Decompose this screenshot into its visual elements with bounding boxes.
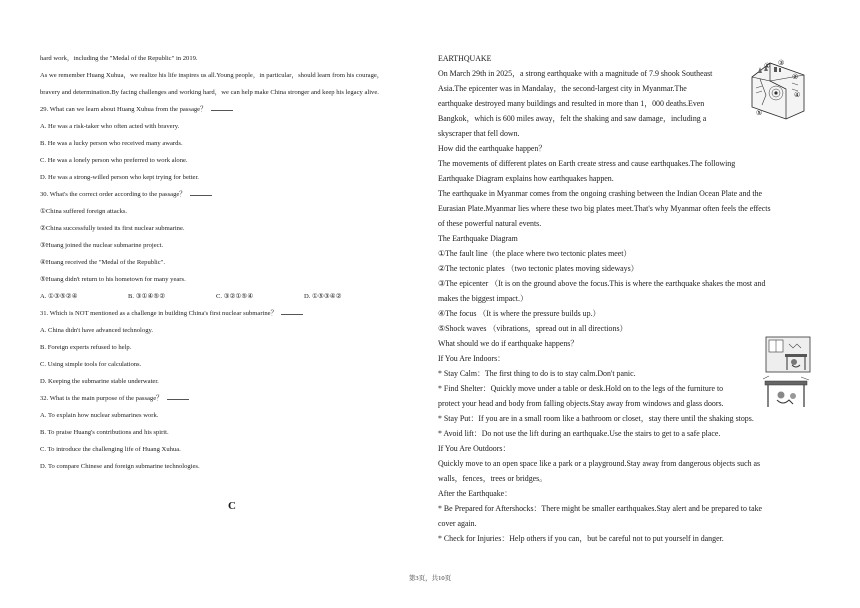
passage-line: makes the biggest impact.） (438, 294, 528, 303)
q29-option-c: C. He was a lonely person who preferred to work alone. (40, 157, 188, 164)
q30-options (40, 288, 405, 305)
question-30-stem: 30. What's the correct order according to the passage？ (40, 186, 405, 203)
tip-line: * Check for Injuries：Help others if you can，but be careful not to put yourself in danger. (438, 534, 724, 543)
q29-option-b: B. He was a lucky person who received many awards. (40, 140, 183, 147)
diagram-label: ② (792, 73, 799, 81)
diagram-label: ① (764, 62, 771, 70)
answer-blank (190, 188, 212, 196)
answer-blank (211, 103, 233, 111)
passage-line: The movements of different plates on Earth create stress and cause earthquakes.The following (438, 159, 736, 168)
desk-shelter-illustration (761, 375, 811, 409)
q30-option-c: C. ③②①⑤④ (216, 293, 254, 300)
passage-line: Bangkok，which is 600 miles away，felt the shaking and saw damage，including a (438, 114, 707, 123)
diagram-item-1: ①The fault line（the place where two tectonic plates meet） (438, 249, 632, 258)
passage-line: Earthquake Diagram explains how earthquakes happen. (438, 174, 614, 183)
tip-line: * Stay Put：If you are in a small room like a bathroom or closet，stay there until the shaking stops. (438, 414, 754, 423)
q29-option-d: D. He was a strong-willed person who kept trying for better. (40, 174, 199, 181)
left-column (40, 50, 405, 475)
q31-option-b: B. Foreign experts refused to help. (40, 344, 132, 351)
q30-event-5: ⑤Huang didn't return to his hometown for many years. (40, 276, 186, 283)
tip-line: * Find Shelter：Quickly move under a table or desk.Hold on to the legs of the furniture to (438, 384, 724, 393)
passage-line: As we remember Huang Xuhua，we realize his life inspires us all.Young people，in particular，should learn from his courage， (40, 72, 384, 79)
q30-event-4: ④Huang received the "Medal of the Republic". (40, 259, 165, 266)
tip-line: * Avoid lift：Do not use the lift during an earthquake.Use the stairs to get to a safe place. (438, 429, 721, 438)
q31-option-a: A. China didn't have advanced technology. (40, 327, 154, 334)
q30-option-a: A. ①③⑤②④ (40, 293, 78, 300)
q32-option-d: D. To compare Chinese and foreign submarine technologies. (40, 463, 200, 470)
answer-blank (281, 307, 303, 315)
passage-line: The earthquake in Myanmar comes from the ongoing crashing between the Indian Ocean Plate and the (438, 189, 763, 198)
subheading: How did the earthquake happen？ (438, 144, 547, 153)
passage-line: skyscraper that fell down. (438, 129, 520, 138)
tip-line: walls，fences，trees or bridges。 (438, 474, 548, 483)
diagram-label: ④ (794, 91, 801, 99)
question-32-stem: 32. What is the main purpose of the passage？ (40, 390, 405, 407)
subheading: If You Are Outdoors： (438, 444, 511, 453)
tip-line: * Be Prepared for Aftershocks：There might be smaller earthquakes.Stay alert and be prepared to take (438, 504, 763, 513)
diagram-label: ③ (778, 59, 785, 67)
answer-blank (167, 392, 189, 400)
passage-line: Asia.The epicenter was in Mandalay，the second-largest city in Myanmar.The (438, 84, 687, 93)
tip-line: protect your head and body from falling objects.Stay away from windows and glass doors. (438, 399, 724, 408)
passage-line: On March 29th in 2025，a strong earthquake with a magnitude of 7.9 shook Southeast (438, 69, 713, 78)
q29-option-a: A. He was a risk-taker who often acted with bravery. (40, 123, 180, 130)
q30-event-2: ②China successfully tested its first nuclear submarine. (40, 225, 185, 232)
diagram-item-4: ④The focus （It is where the pressure builds up.） (438, 309, 601, 318)
passage-line: of these powerful natural events. (438, 219, 542, 228)
diagram-item-3: ③The epicenter （It is on the ground above the focus.This is where the earthquake shakes the most and (438, 279, 766, 288)
section-heading: C (228, 500, 236, 512)
passage-line: hard work，including the "Medal of the Republic" in 2019. (40, 55, 198, 62)
q30-event-3: ③Huang joined the nuclear submarine project. (40, 242, 164, 249)
subheading: After the Earthquake： (438, 489, 513, 498)
diagram-item-2: ②The tectonic plates （two tectonic plates moving sideways） (438, 264, 639, 273)
passage-line: Eurasian Plate.Myanmar lies where these two big plates meet.That's why Myanmar often feels the effects (438, 204, 771, 213)
passage-title: EARTHQUAKE (438, 54, 492, 63)
tip-line: cover again. (438, 519, 477, 528)
diagram-label: ⑤ (756, 109, 763, 117)
q31-option-d: D. Keeping the submarine stable underwater. (40, 378, 159, 385)
q32-option-a: A. To explain how nuclear submarines work. (40, 412, 159, 419)
passage-line: bravery and determination.By facing challenges and working hard，we can help make China stronger and keep his legacy alive. (40, 89, 379, 96)
passage-line: earthquake destroyed many buildings and resulted in more than 1，000 deaths.Even (438, 99, 705, 108)
diagram-item-5: ⑤Shock waves （vibrations，spread out in all directions） (438, 324, 628, 333)
question-29-stem: 29. What can we learn about Huang Xuhua from the passage？ (40, 101, 405, 118)
q31-option-c: C. Using simple tools for calculations. (40, 361, 142, 368)
question-31-stem: 31. Which is NOT mentioned as a challenge in building China's first nuclear submarine？ (40, 305, 405, 322)
q30-event-1: ①China suffered foreign attacks. (40, 208, 128, 215)
indoor-shelter-illustration (765, 336, 811, 373)
tip-line: Quickly move to an open space like a park or a playground.Stay away from dangerous objects such as (438, 459, 761, 468)
subheading: If You Are Indoors： (438, 354, 506, 363)
subheading: What should we do if earthquake happens？ (438, 339, 579, 348)
q32-option-c: C. To introduce the challenging life of Huang Xuhua. (40, 446, 181, 453)
q32-option-b: B. To praise Huang's contributions and his spirit. (40, 429, 169, 436)
earthquake-diagram (748, 53, 806, 121)
q30-option-d: D. ①⑤③④② (304, 293, 342, 300)
page-number: 第3页，共10页 (408, 575, 452, 582)
q30-option-b: B. ③①④⑤② (128, 293, 166, 300)
subheading: The Earthquake Diagram (438, 234, 518, 243)
tip-line: * Stay Calm：The first thing to do is to stay calm.Don't panic. (438, 369, 636, 378)
right-column (438, 51, 810, 546)
